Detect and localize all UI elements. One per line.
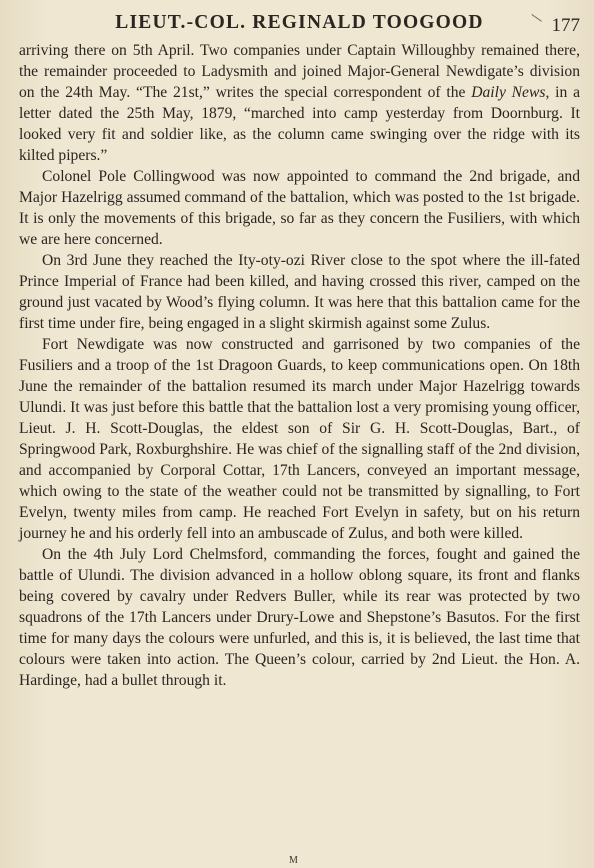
paragraph-1-text-a: arriving there on 5th April. Two companies under Captain Willoughby remained there, the remainder proceeded to Ladysmith and joined Major-General Newdigate’s division on the 24th May. “The 21st,” writes the special correspondent of the: [19, 42, 580, 101]
paragraph-4: Fort Newdigate was now constructed and garrisoned by two companies of the Fusiliers and a troop of the 1st Dragoon Guards, to keep communications open. On 18th June the remainder of the battalion resumed its march under Major Hazelrigg towards Ulundi. It was just before this battle that the battalion lost a very promising young officer, Lieut. J. H. Scott-Douglas, the eldest son of Sir G. H. Scott-Douglas, Bart., of Springwood Park, Roxburghshire. He was chief of the signalling staff of the 2nd division, and accompanied by Corporal Cottar, 17th Lancers, conveyed an important message, which owing to the state of the weather could not be transmitted by signalling, to Fort Evelyn, twenty miles from camp. He reached Fort Evelyn in safety, but on his return journey he and his orderly fell into an ambuscade of Zulus, and both were killed.: [19, 336, 580, 542]
page-number: 177: [551, 15, 580, 36]
paragraph-5: On the 4th July Lord Chelmsford, commanding the forces, fought and gained the battle of Ulundi. The division advanced in a hollow oblong square, its front and flanks being covered by cavalry under Redvers Buller, while its rear was protected by two squadrons of the 17th Lancers under Drury-Lowe and Shepstone’s Basutos. For the first time for many days the colours were unfurled, and this is, it is believed, the last time that colours were taken into action. The Queen’s colour, carried by 2nd Lieut. the Hon. A. Hardinge, had a bullet through it.: [19, 546, 580, 689]
signature-mark: M: [289, 855, 298, 866]
paragraph-3: On 3rd June they reached the Ity-oty-ozi River close to the spot where the ill-fated Prince Imperial of France had been killed, and having crossed this river, camped on the ground just vacated by Wood’s flying column. It was here that this battalion came for the first time under fire, being engaged in a slight skirmish against some Zulus.: [19, 252, 580, 332]
running-head: [19, 6, 580, 40]
corner-fold-mark: [523, 14, 541, 33]
body-text: [19, 40, 580, 691]
newspaper-title: Daily News: [471, 84, 546, 101]
paragraph-1: [19, 40, 580, 166]
paragraph-2: Colonel Pole Collingwood was now appointed to command the 2nd brigade, and Major Hazelrigg assumed command of the battalion, which was posted to the 1st brigade. It is only the movements of this brigade, so far as they concern the Fusiliers, with which we are here concerned.: [19, 168, 580, 248]
paragraph-1-text-b: , in a letter dated the 25th May, 1879, “marched into camp yesterday from Doornburg. It looked very fit and soldier like, as the column came swinging over the ridge with its kilted pipers.”: [19, 84, 580, 164]
running-title: LIEUT.-COL. REGINALD TOOGOOD: [115, 12, 484, 33]
